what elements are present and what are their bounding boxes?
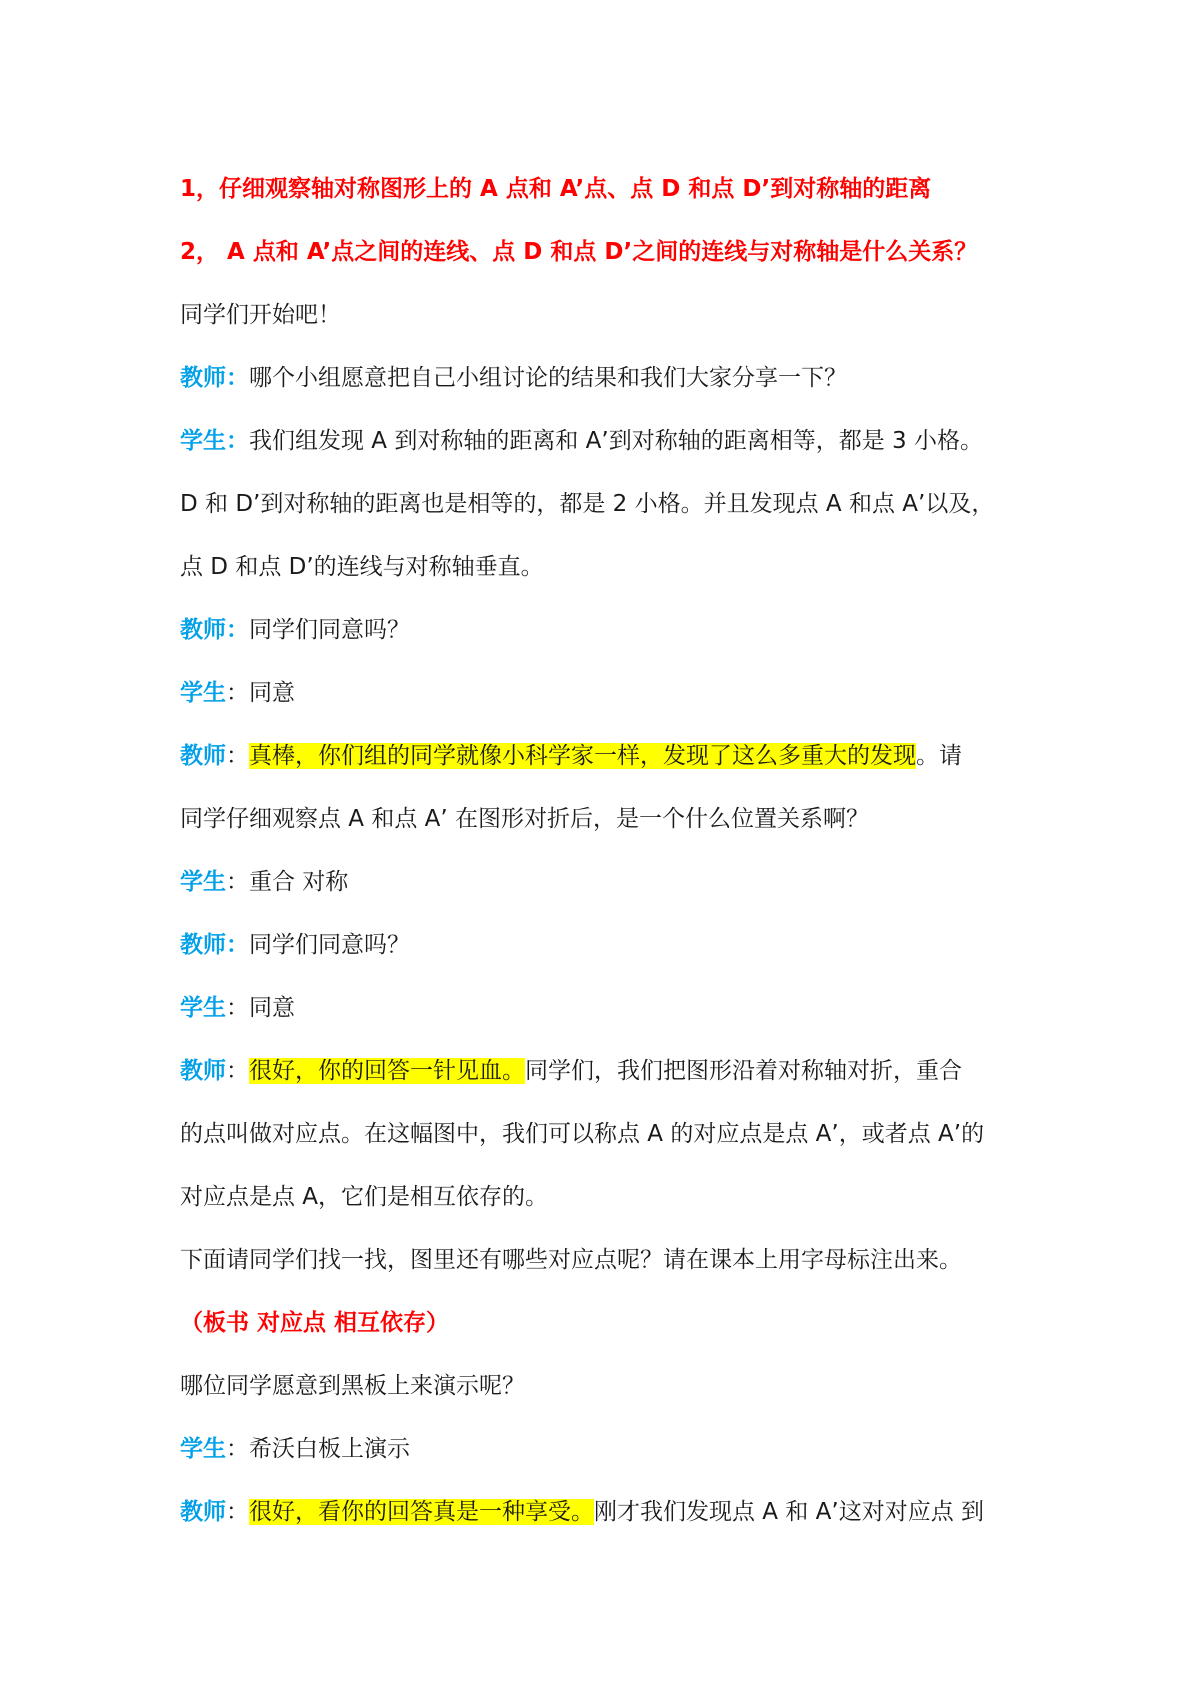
dialogue-line-11 [180,977,1040,1040]
paragraph-who: 哪位同学愿意到黑板上来演示呢？ [180,1373,525,1399]
dialogue2-line-2 [180,1481,1040,1544]
dialogue-line-5 [180,599,1040,662]
speaker-label: 教师 [180,743,226,769]
dialogue-line-7 [180,725,1040,788]
speaker-label: 教师： [180,932,249,958]
speaker-label: 教师： [180,365,249,391]
dialogue-text: 同意 [249,680,295,706]
separator: ： [226,1058,249,1084]
dialogue-text: 哪个小组愿意把自己小组讨论的结果和我们大家分享一下？ [249,365,847,391]
dialogue-line-1 [180,347,1040,410]
dialogue-text: 同意 [249,995,295,1021]
dialogue-text: 重合 对称 [249,869,349,895]
paragraph-start: 同学们开始吧！ [180,302,341,328]
dialogue-line-4: 点 D 和点 D’的连线与对称轴垂直。 [180,554,544,580]
speaker-label: 教师 [180,1499,226,1525]
dialogue2-line-1 [180,1418,1040,1481]
dialogue-line-6 [180,662,1040,725]
highlighted-text: 真棒，你们组的同学就像小科学家一样，发现了这么多重大的发现 [249,743,916,769]
speaker-label: 教师： [180,617,249,643]
dialogue-text: 希沃白板上演示 [249,1436,410,1462]
board-note: （板书 对应点 相互依存） [180,1310,450,1336]
separator: ： [226,680,249,706]
question-1: 1，仔细观察轴对称图形上的 A 点和 A’点、点 D 和点 D’到对称轴的距离 [180,176,932,202]
speaker-label: 教师 [180,1058,226,1084]
dialogue-text: 刚才我们发现点 A 和 A’这对对应点 到 [594,1499,985,1525]
dialogue-text: 同学们，我们把图形沿着对称轴对折，重合 [525,1058,962,1084]
highlighted-text: 很好，看你的回答真是一种享受。 [249,1499,594,1525]
speaker-label: 学生 [180,995,226,1021]
lesson-transcript [180,158,1040,1544]
separator: ： [226,869,249,895]
dialogue-text: 。请 [916,743,962,769]
dialogue-text: 同学们同意吗？ [249,617,410,643]
speaker-label: 学生 [180,869,226,895]
speaker-label: 学生 [180,680,226,706]
question-2: 2， A 点和 A’点之间的连线、点 D 和点 D’之间的连线与对称轴是什么关系？ [180,239,978,265]
dialogue-line-13: 的点叫做对应点。在这幅图中，我们可以称点 A 的对应点是点 A’，或者点 A’的 [180,1121,985,1147]
separator: ： [226,1499,249,1525]
dialogue-text: 我们组发现 A 到对称轴的距离和 A’到对称轴的距离相等，都是 3 小格。 [249,428,983,454]
separator: ： [226,743,249,769]
dialogue-line-2 [180,410,1040,473]
speaker-label: 学生： [180,428,249,454]
dialogue-line-8: 同学仔细观察点 A 和点 A’ 在图形对折后，是一个什么位置关系啊？ [180,806,870,832]
dialogue-line-15: 下面请同学们找一找，图里还有哪些对应点呢？请在课本上用字母标注出来。 [180,1247,962,1273]
dialogue-line-10 [180,914,1040,977]
dialogue-line-9 [180,851,1040,914]
dialogue-line-3: D 和 D’到对称轴的距离也是相等的，都是 2 小格。并且发现点 A 和点 A’以及， [180,491,995,517]
speaker-label: 学生 [180,1436,226,1462]
separator: ： [226,995,249,1021]
dialogue-line-12 [180,1040,1040,1103]
highlighted-text: 很好，你的回答一针见血。 [249,1058,525,1084]
separator: ： [226,1436,249,1462]
dialogue-line-14: 对应点是点 A，它们是相互依存的。 [180,1184,549,1210]
dialogue-text: 同学们同意吗？ [249,932,410,958]
